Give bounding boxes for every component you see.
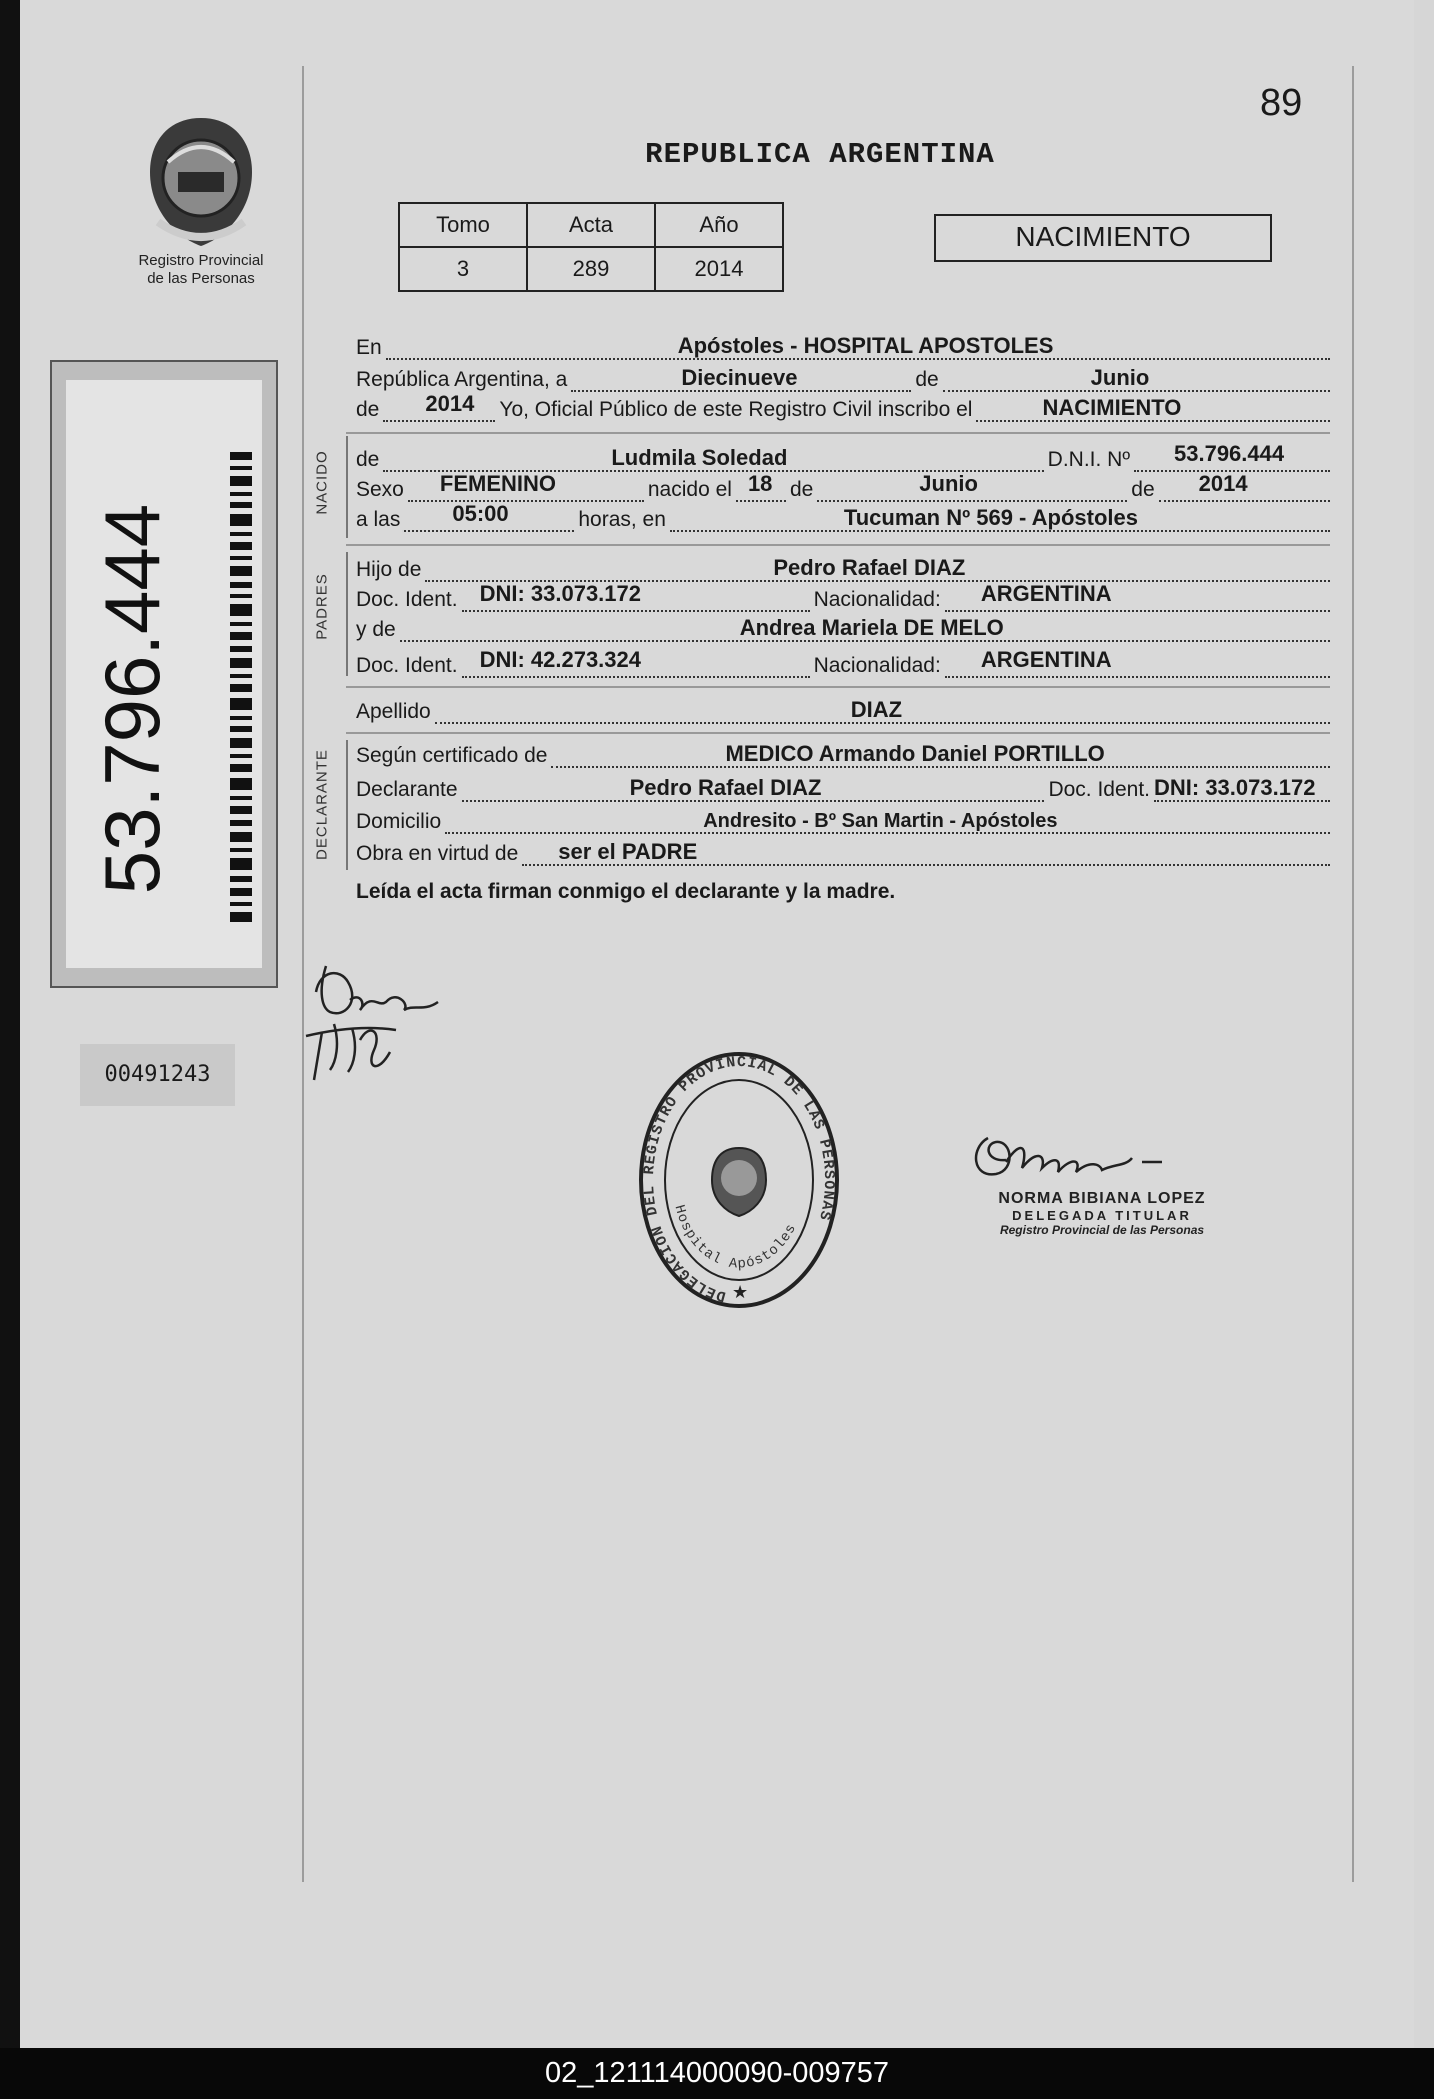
scan-left-edge — [0, 0, 20, 2048]
nacido-de-label-3: de — [1131, 478, 1155, 501]
nacido-de-label-2: de — [789, 478, 814, 501]
dni-field — [1134, 441, 1330, 472]
name-value: Ludmila Soledad — [611, 445, 788, 470]
name-field — [383, 445, 1043, 472]
year-label: de — [356, 398, 380, 421]
hijo-label: Hijo de — [356, 558, 422, 581]
hora-field — [404, 501, 574, 532]
certificado-label: Según certificado de — [356, 744, 548, 767]
birth-day-value: 18 — [747, 471, 773, 496]
declarante-doc-value: DNI: 33.073.172 — [1154, 775, 1316, 800]
sexo-field — [408, 471, 644, 502]
id-sticker-number: 53.796.444 — [88, 503, 176, 895]
rule-2 — [346, 544, 1330, 546]
declarante-bar — [346, 740, 348, 870]
certificado-value: MEDICO Armando Daniel PORTILLO — [725, 741, 1105, 766]
declarante-label: Declarante — [356, 778, 458, 801]
declarante-signature — [300, 952, 450, 1092]
padre-nombre: Pedro Rafael DIAZ — [773, 555, 966, 580]
delegation-seal — [636, 1048, 842, 1318]
padre-doc-field — [462, 581, 810, 612]
year-value: 2014 — [425, 391, 475, 416]
row-date — [356, 362, 1330, 392]
inscribe-value: NACIMIENTO — [1042, 395, 1182, 420]
control-number: 00491243 — [80, 1044, 235, 1106]
row-madre-doc — [356, 648, 1330, 678]
lugar-value: Tucuman Nº 569 - Apóstoles — [843, 505, 1139, 530]
row-apellido — [356, 694, 1330, 724]
acta-table — [398, 202, 784, 292]
acta-header-anio: Año — [655, 203, 783, 247]
domicilio-value: Andresito - Bº San Martin - Apóstoles — [703, 810, 1058, 832]
province-emblem — [138, 112, 264, 252]
padres-bar — [346, 552, 348, 676]
birth-month-field — [817, 471, 1127, 502]
row-name — [356, 442, 1330, 472]
declarante-doc-field — [1154, 775, 1330, 802]
hora-label: a las — [356, 508, 401, 531]
right-margin-line — [1352, 66, 1354, 1882]
obra-field — [522, 839, 1330, 866]
row-obra — [356, 836, 1330, 866]
record-type-box: NACIMIENTO — [934, 214, 1272, 262]
place-value: Apóstoles - HOSPITAL APOSTOLES — [677, 333, 1054, 358]
madre-nac-field — [945, 647, 1330, 678]
madre-doc-field — [462, 647, 810, 678]
dni-value: 53.796.444 — [1174, 441, 1285, 466]
declarante-nombre: Pedro Rafael DIAZ — [629, 775, 822, 800]
rule-4 — [346, 732, 1330, 734]
rule-3 — [346, 686, 1330, 688]
inscribe-label: Yo, Oficial Público de este Registro Civil inscribo el — [499, 398, 973, 421]
madre-doc-value: DNI: 42.273.324 — [479, 647, 641, 672]
inscribe-field — [976, 395, 1330, 422]
padre-doc-value: DNI: 33.073.172 — [479, 581, 641, 606]
footer-code: 02_121114000090-009757 — [544, 2057, 890, 2089]
hora-value: 05:00 — [452, 501, 509, 526]
birth-year-value: 2014 — [1198, 471, 1248, 496]
acta-value-anio: 2014 — [655, 247, 783, 291]
nacido-bar — [346, 436, 348, 538]
day-value: Diecinueve — [681, 365, 798, 390]
apellido-value: DIAZ — [850, 697, 903, 722]
acta-header-acta: Acta — [527, 203, 655, 247]
obra-label: Obra en virtud de — [356, 842, 519, 865]
official-stamp-office: Registro Provincial de las Personas — [999, 1223, 1205, 1237]
madre-nacionalidad: ARGENTINA — [980, 647, 1112, 672]
rule-1 — [346, 432, 1330, 434]
obra-value: ser el PADRE — [558, 839, 698, 864]
republic-label: República Argentina, a — [356, 368, 568, 391]
dni-label: D.N.I. Nº — [1047, 448, 1130, 471]
place-field — [386, 333, 1330, 360]
footer-bar — [0, 2048, 1434, 2099]
acta-header-tomo: Tomo — [399, 203, 527, 247]
id-barcode — [230, 452, 252, 922]
seal-star: ★ — [732, 1282, 749, 1302]
acta-value-tomo: 3 — [399, 247, 527, 291]
birth-month-value: Junio — [919, 471, 978, 496]
padre-doc-label: Doc. Ident. — [356, 588, 458, 611]
padre-nac-field — [945, 581, 1330, 612]
acta-value-acta: 289 — [527, 247, 655, 291]
page-number: 89 — [1260, 82, 1303, 124]
declarante-field — [462, 775, 1045, 802]
closing-statement: Leída el acta firman conmigo el declarante y la madre. — [356, 880, 896, 903]
declarante-section-label: DECLARANTE — [313, 749, 331, 860]
month-value: Junio — [1090, 365, 1150, 390]
birth-year-field — [1159, 471, 1330, 502]
document-page — [20, 0, 1414, 2048]
row-madre — [356, 612, 1330, 642]
sexo-value: FEMENINO — [439, 471, 556, 496]
id-sticker — [50, 360, 278, 988]
day-field — [571, 365, 911, 392]
emblem-caption — [108, 252, 294, 288]
birth-day-field — [736, 471, 786, 502]
row-domicilio — [356, 804, 1330, 834]
certificado-field — [551, 741, 1330, 768]
sexo-label: Sexo — [356, 478, 404, 501]
month-field — [943, 365, 1330, 392]
row-declarante — [356, 772, 1330, 802]
row-hora — [356, 502, 1330, 532]
seal-inner-textpath: Hospital Apóstoles — [670, 1203, 801, 1273]
de-label: de — [915, 368, 939, 391]
document-title: REPUBLICA ARGENTINA — [645, 138, 995, 171]
official-stamp-name: NORMA BIBIANA LOPEZ — [998, 1190, 1206, 1207]
row-place — [356, 330, 1330, 360]
row-inscribe — [356, 392, 1330, 422]
madre-nac-label: Nacionalidad: — [813, 654, 941, 677]
seal-outer-textpath: DELEGACION DEL REGISTRO PROVINCIAL DE LAS PERSONAS — [641, 1053, 838, 1305]
y-de-label: y de — [356, 618, 396, 641]
emblem-caption-line2: de las Personas — [147, 270, 255, 287]
nacido-el-label: nacido el — [647, 478, 732, 501]
row-padre-doc — [356, 582, 1330, 612]
padre-field — [425, 555, 1330, 582]
domicilio-label: Domicilio — [356, 810, 442, 833]
apellido-field — [435, 697, 1330, 724]
domicilio-field — [445, 810, 1330, 834]
padres-section-label: PADRES — [313, 573, 331, 640]
row-padre — [356, 552, 1330, 582]
nacido-section-label: NACIDO — [313, 450, 331, 515]
madre-nombre: Andrea Mariela DE MELO — [739, 615, 1004, 640]
horas-label: horas, en — [578, 508, 666, 531]
declarante-doc-label: Doc. Ident. — [1048, 778, 1150, 801]
official-stamp-role: DELEGADA TITULAR — [1012, 1208, 1192, 1223]
nacido-de-label: de — [356, 448, 380, 471]
padre-nac-label: Nacionalidad: — [813, 588, 941, 611]
emblem-caption-line1: Registro Provincial — [138, 252, 264, 269]
row-sexo — [356, 472, 1330, 502]
madre-field — [400, 615, 1330, 642]
padre-nacionalidad: ARGENTINA — [980, 581, 1112, 606]
madre-doc-label: Doc. Ident. — [356, 654, 458, 677]
row-certificado — [356, 738, 1330, 768]
en-label: En — [356, 336, 382, 359]
apellido-label: Apellido — [356, 700, 431, 723]
year-field — [383, 391, 495, 422]
lugar-field — [670, 505, 1330, 532]
official-stamp — [952, 1190, 1252, 1237]
